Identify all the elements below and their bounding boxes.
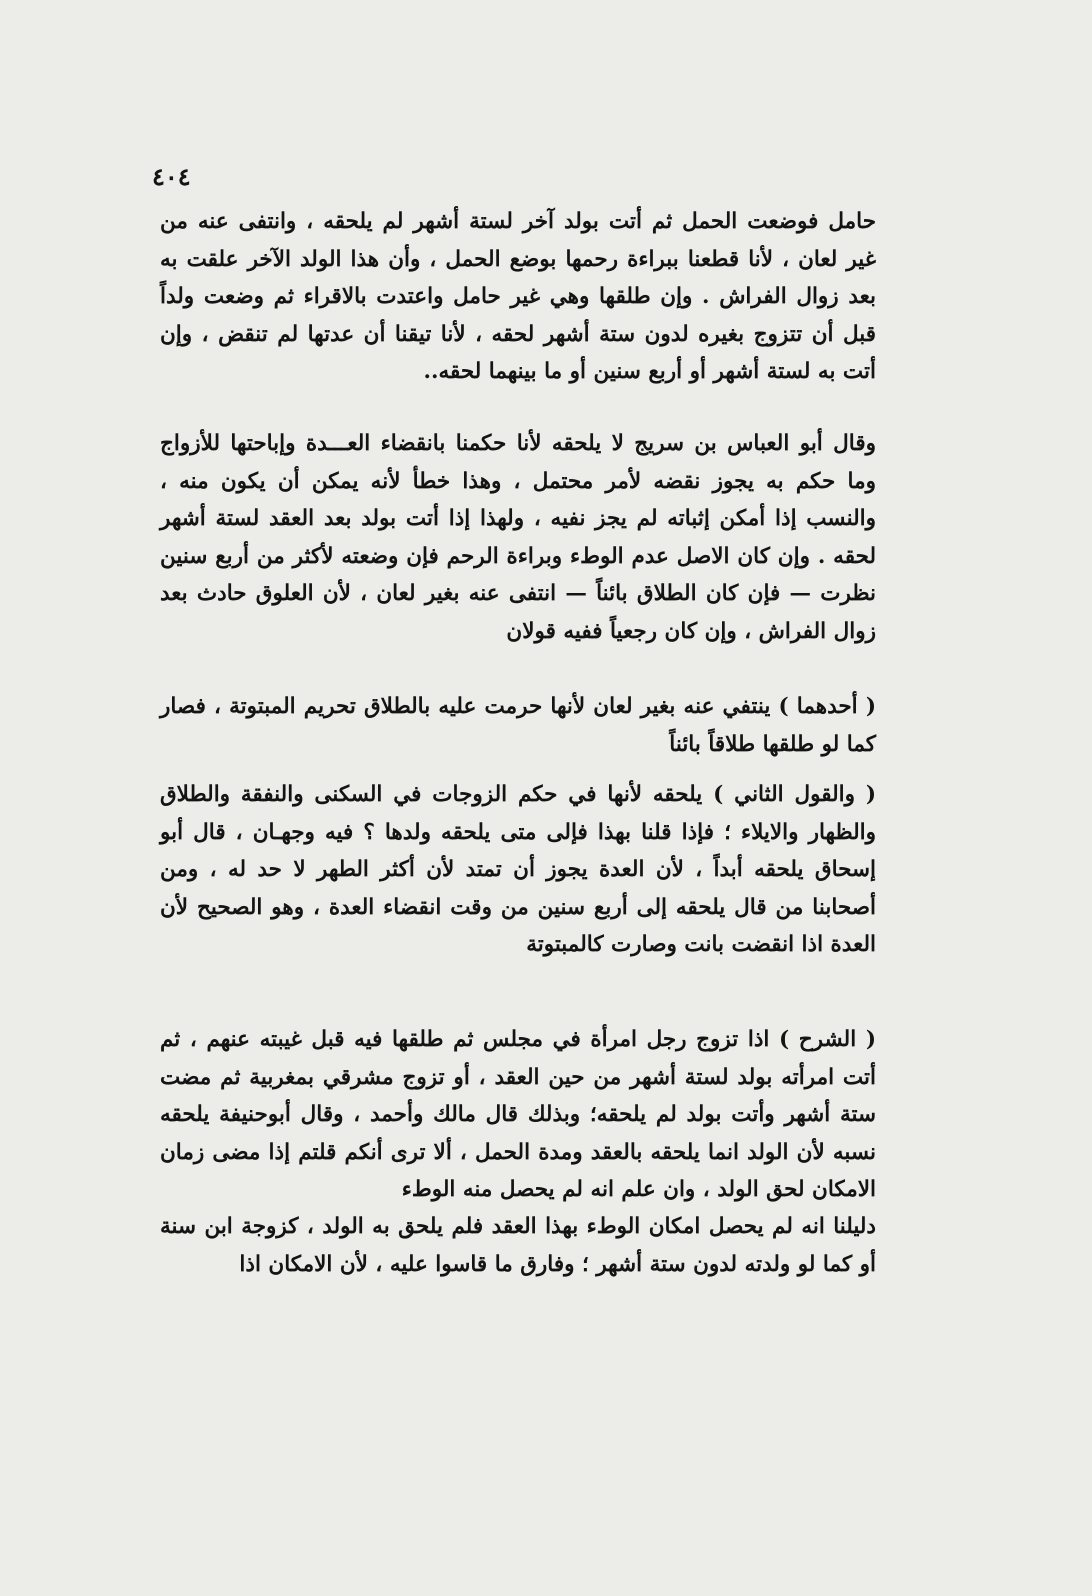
paragraph-text: وقال أبو العباس بن سريج لا يلحقه لأنا حكمنا بانقضاء العـــدة وإباحتها للأزواج وما حكم به يجوز نقضه لأمر محتمل ، وهذا خطأ لأنه يمكن أن يكون منه ، والنسب إذا أمكن إثباته لم يجز نفيه ، ولهذا إذا أتت بولد بعد العقد لستة أشهر لحقه . وإن كان الاصل عدم الوطء وبراءة الرحم فإن وضعته لأكثر من أربع سنين نظرت — فإن كان الطلاق بائناً — انتفى عنه بغير لعان ، لأن العلوق حادث بعد زوال الفراش ، وإن كان رجعياً ففيه قولان [160, 431, 876, 644]
paragraph-text: ( الشرح ) اذا تزوج رجل امرأة في مجلس ثم طلقها فيه قبل غيبته عنهم ، ثم أتت امرأته بولد لستة أشهر من حين العقد ، أو تزوج مشرقي بمغربية ثم مضت ستة أشهر وأتت بولد لم يلحقه؛ وبذلك قال مالك وأحمد ، وقال أبوحنيفة يلحقه نسبه لأن الولد انما يلحقه بالعقد ومدة الحمل ، ألا ترى أنكم قلتم إذا مضى زمان الامكان لحق الولد ، وان علم انه لم يحصل منه الوطء [160, 1027, 876, 1202]
paragraph-2 [160, 425, 876, 650]
paragraph-text: ( والقول الثاني ) يلحقه لأنها في حكم الزوجات في السكنى والنفقة والطلاق والظهار والايلاء ؛ فإذا قلنا بهذا فإلى متى يلحقه ولدها ؟ فيه وجهـان ، قال أبو إسحاق يلحقه أبداً ، لأن العدة يجوز أن تمتد لأن أكثر الطهر لا حد له ، ومن أصحابنا من قال يلحقه إلى أربع سنين من وقت انقضاء العدة ، وهو الصحيح لأن العدة اذا انقضت بانت وصارت كالمبتوتة [160, 782, 876, 957]
paragraph-5 [160, 1021, 876, 1209]
paragraph-text: دليلنا انه لم يحصل امكان الوطء بهذا العقد فلم يلحق به الولد ، كزوجة ابن سنة أو كما لو ولدته لدون ستة أشهر ؛ وفارق ما قاسوا عليه ، لأن الامكان اذا [160, 1214, 876, 1277]
paragraph-text: حامل فوضعت الحمل ثم أتت بولد آخر لستة أشهر لم يلحقه ، وانتفى عنه من غير لعان ، لأنا قطعنا ببراءة رحمها بوضع الحمل ، وأن هذا الولد الآخر علقت به بعد زوال الفراش . وإن طلقها وهي غير حامل واعتدت بالاقراء ثم وضعت ولداً قبل أن تتزوج بغيره لدون ستة أشهر لحقه ، لأنا تيقنا أن عدتها لم تنقض ، وإن أتت به لستة أشهر أو أربع سنين أو ما بينهما لحقه.. [160, 209, 876, 384]
paragraph-4 [160, 776, 876, 964]
page-number: ٤٠٤ [152, 162, 191, 191]
paragraph-6 [160, 1208, 876, 1283]
paragraph-text: ( أحدهما ) ينتفي عنه بغير لعان لأنها حرمت عليه بالطلاق تحريم المبتوتة ، فصار كما لو طلقها طلاقاً بائناً [160, 694, 876, 757]
paragraph-3 [160, 688, 876, 763]
paragraph-1 [160, 203, 876, 391]
